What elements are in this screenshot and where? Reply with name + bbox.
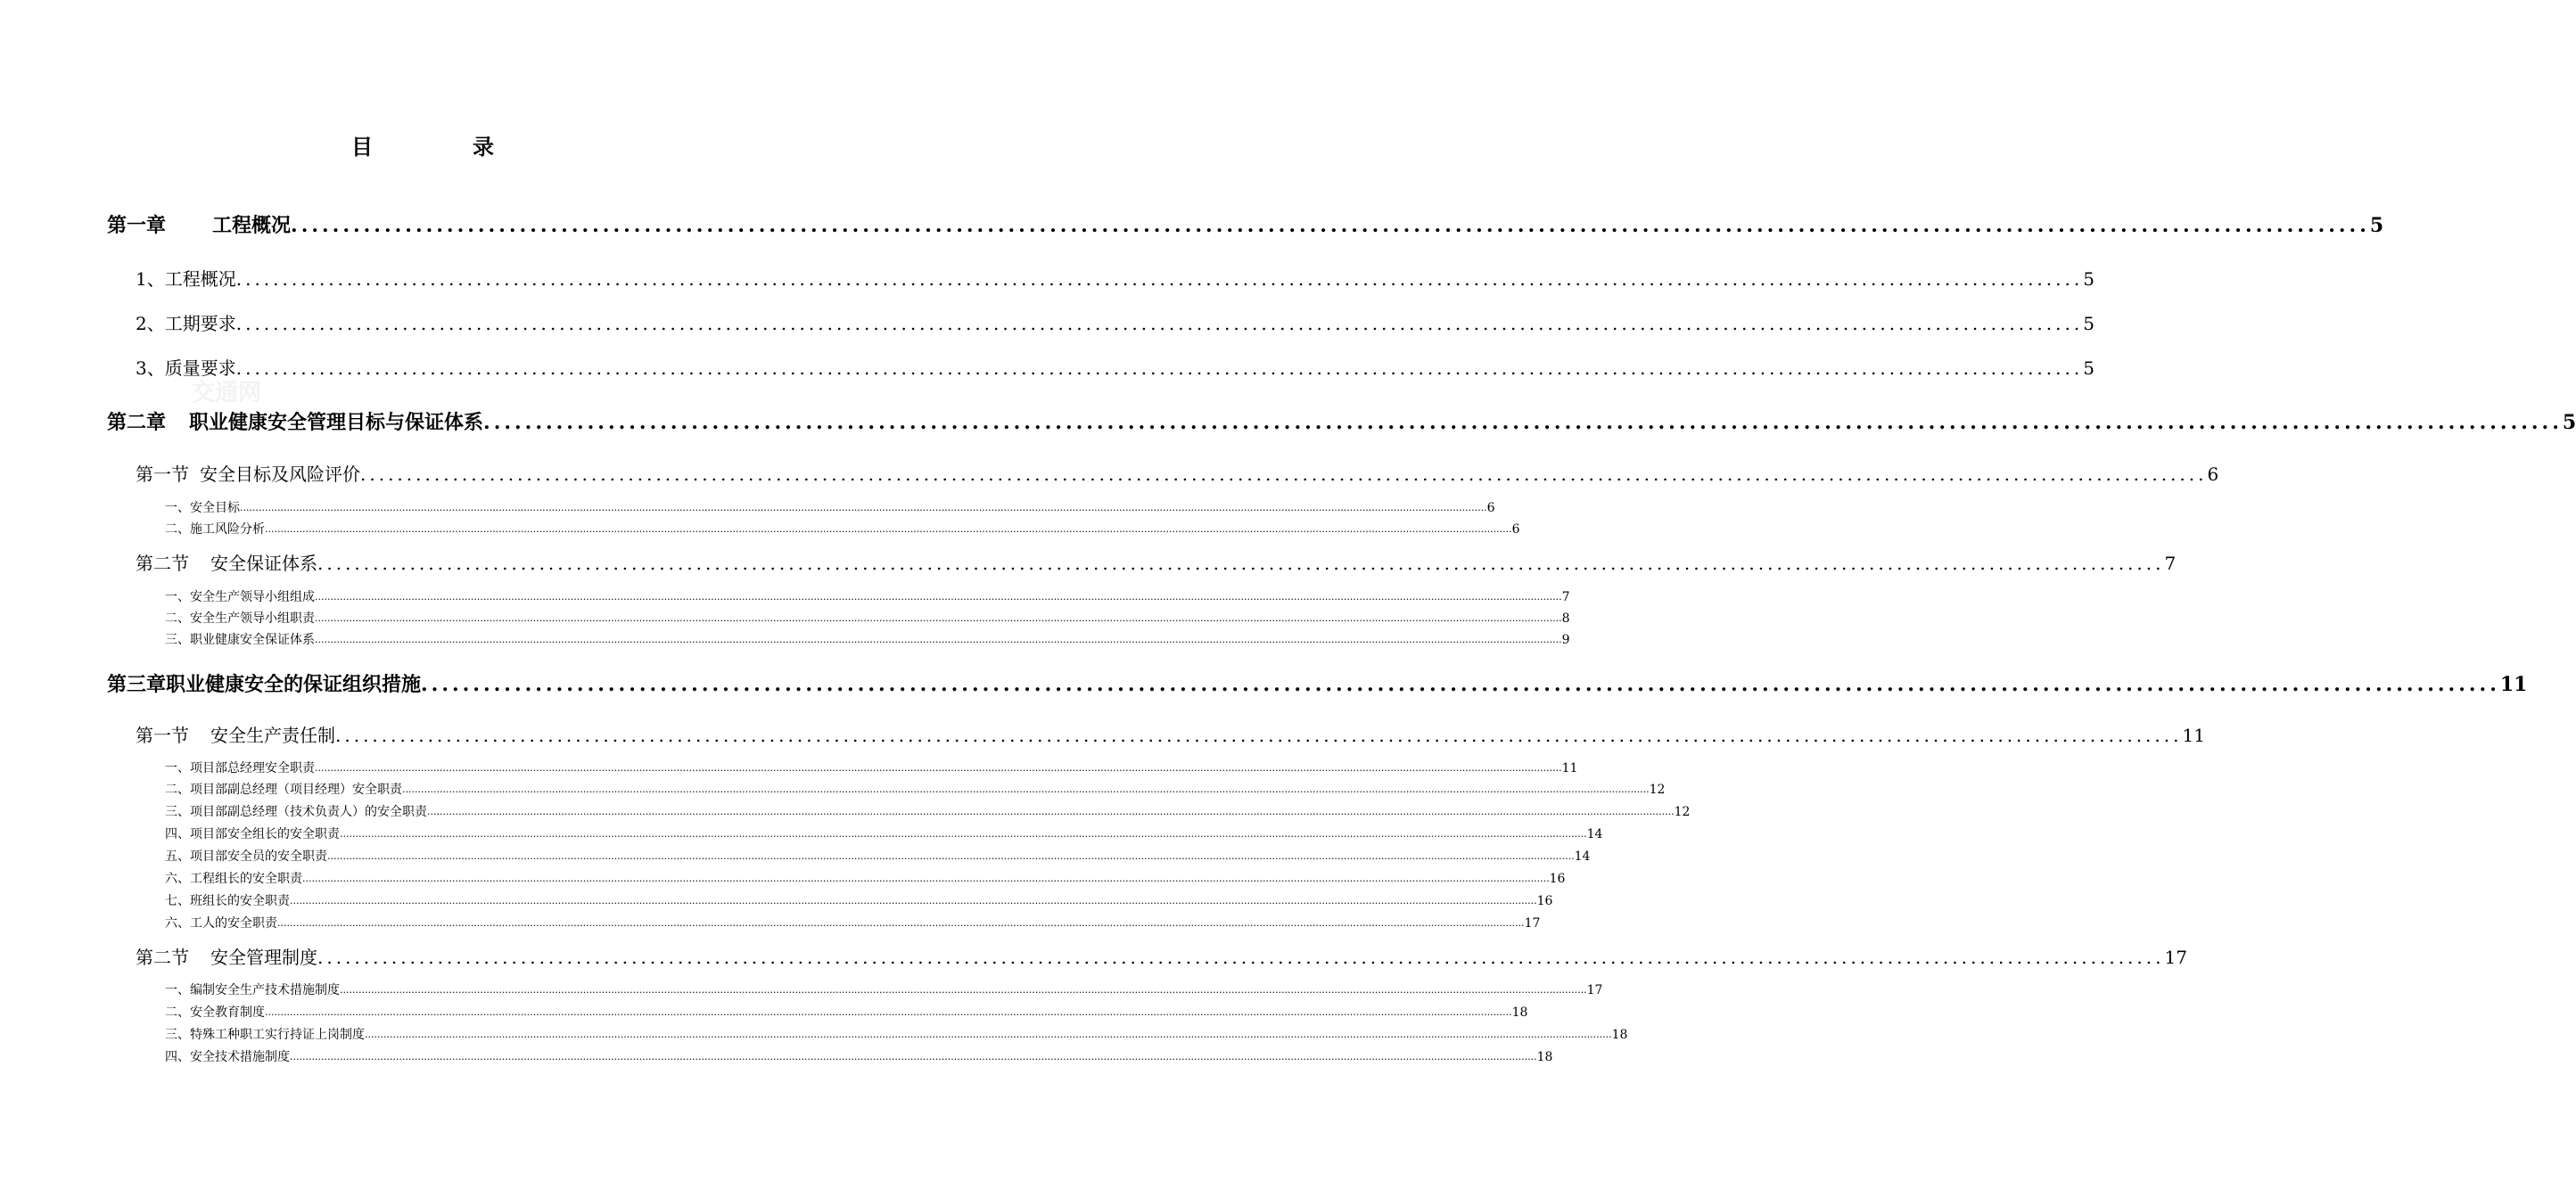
- toc-entry-label: [165, 1048, 290, 1066]
- toc-page-number: 11: [2499, 673, 2528, 696]
- toc-leader-dots: ................................................................................................................................................................................................................................................................................................................................................................................................................: [290, 895, 1537, 907]
- toc-page-number: 18: [1611, 1028, 1628, 1042]
- toc-entry[interactable]: [136, 945, 2187, 970]
- toc-entry-label: [165, 759, 315, 777]
- toc-page-number: 16: [1549, 872, 1566, 886]
- toc-page-number: 6: [2207, 464, 2219, 485]
- toc-page-number: 6: [1486, 501, 1495, 515]
- toc-entry-label: [165, 892, 290, 910]
- toc-entry-label: [165, 499, 240, 517]
- toc-entry[interactable]: [165, 1004, 1528, 1022]
- toc-entry-text: 安全目标及风险评价: [200, 464, 360, 485]
- toc-entry[interactable]: [165, 1048, 1553, 1066]
- toc-entry-number: 七、班组长的安全职责: [165, 894, 290, 908]
- toc-entry[interactable]: [165, 803, 1691, 821]
- toc-entry-label: [136, 267, 236, 291]
- toc-entry-number: 五、项目部安全员的安全职责: [165, 849, 327, 864]
- toc-page-number: 18: [1536, 1050, 1553, 1064]
- toc-entry-label: [136, 462, 360, 487]
- toc-entry[interactable]: [136, 311, 2095, 336]
- toc-page-number: 18: [1511, 1005, 1528, 1020]
- toc-entry[interactable]: [165, 588, 1570, 606]
- toc-page-number: 5: [2562, 411, 2576, 434]
- toc-entry-number: 3、质量要求: [136, 357, 236, 379]
- toc-page-number: 11: [1561, 761, 1578, 775]
- toc-leader-dots: ........................................................................................................................................................................................................: [317, 553, 2165, 574]
- toc-title-right: 录: [473, 134, 496, 160]
- toc-page-number: 8: [1561, 611, 1570, 626]
- toc-entry-number: 一、安全目标: [165, 501, 240, 515]
- toc-entry-label: [136, 945, 317, 970]
- toc-entry-number: 一、安全生产领导小组组成: [165, 590, 315, 604]
- toc-page-number: 12: [1649, 783, 1666, 797]
- toc-entry[interactable]: [165, 892, 1553, 910]
- toc-entry-number: 2、工期要求: [136, 313, 236, 334]
- toc-page-number: 17: [1586, 983, 1603, 997]
- toc-leader-dots: ........................................................................................................................................................................................................: [291, 214, 2370, 237]
- toc-leader-dots: ................................................................................................................................................................................................................................................................................................................................................................................................................: [277, 917, 1525, 929]
- toc-entry-text: 工程概况: [212, 214, 292, 237]
- toc-title: [0, 129, 847, 160]
- toc-entry-label: [136, 356, 236, 381]
- toc-entry[interactable]: [165, 981, 1603, 999]
- toc-entry-number: 第一章: [107, 214, 167, 237]
- toc-page-number: 5: [2083, 357, 2095, 379]
- toc-entry[interactable]: [165, 781, 1666, 799]
- toc-entry-label: [165, 610, 315, 628]
- toc-leader-dots: ................................................................................................................................................................................................................................................................................................................................................................................................................: [265, 523, 1512, 535]
- toc-leader-dots: ........................................................................................................................................................................................................: [421, 673, 2500, 696]
- toc-entry[interactable]: [165, 521, 1520, 538]
- toc-leader-dots: ................................................................................................................................................................................................................................................................................................................................................................................................................: [427, 806, 1675, 817]
- toc-entry[interactable]: [165, 1026, 1628, 1044]
- toc-entry-number: 二、安全生产领导小组职责: [165, 611, 315, 626]
- toc-entry-text: 安全生产责任制: [210, 725, 335, 746]
- toc-entry-number: 二、项目部副总经理（项目经理）安全职责: [165, 783, 402, 797]
- toc-leader-dots: ................................................................................................................................................................................................................................................................................................................................................................................................................: [315, 762, 1562, 774]
- toc-entry-label: [107, 670, 421, 699]
- toc-leader-dots: ................................................................................................................................................................................................................................................................................................................................................................................................................: [327, 850, 1575, 862]
- toc-page-number: 14: [1586, 827, 1603, 841]
- toc-entry-number: 四、项目部安全组长的安全职责: [165, 827, 340, 841]
- toc-leader-dots: ........................................................................................................................................................................................................: [235, 313, 2084, 334]
- toc-entry-number: 六、工程组长的安全职责: [165, 872, 302, 886]
- toc-page-number: 9: [1561, 633, 1570, 647]
- toc-entry-number: 第一节: [136, 725, 189, 746]
- toc-page-number: 5: [2083, 268, 2095, 290]
- toc-entry[interactable]: [165, 610, 1570, 628]
- toc-page-number: 7: [1561, 590, 1570, 604]
- toc-entry-number: 第三章职业健康安全的保证组织措施: [107, 673, 422, 696]
- toc-entry-text: 职业健康安全管理目标与保证体系: [189, 411, 484, 434]
- toc-entry-number: 第一节: [136, 464, 189, 485]
- toc-entry-text: 安全管理制度: [210, 947, 317, 968]
- toc-leader-dots: ................................................................................................................................................................................................................................................................................................................................................................................................................: [365, 1029, 1612, 1040]
- toc-entry-label: [165, 1004, 265, 1022]
- toc-entry[interactable]: [165, 631, 1570, 649]
- toc-entry-label: [165, 521, 265, 538]
- toc-entry-label: [165, 803, 427, 821]
- toc-leader-dots: ................................................................................................................................................................................................................................................................................................................................................................................................................: [402, 784, 1650, 795]
- toc-leader-dots: ........................................................................................................................................................................................................: [335, 725, 2183, 746]
- toc-entry-label: [165, 825, 340, 843]
- toc-entry-label: [165, 1026, 365, 1044]
- toc-leader-dots: ................................................................................................................................................................................................................................................................................................................................................................................................................: [340, 828, 1587, 840]
- toc-entry-number: 1、工程概况: [136, 268, 236, 290]
- toc-leader-dots: ........................................................................................................................................................................................................: [235, 357, 2084, 379]
- toc-entry-number: 二、施工风险分析: [165, 522, 265, 537]
- toc-entry-number: 第二节: [136, 947, 189, 968]
- toc-entry-label: [107, 211, 291, 240]
- toc-entry[interactable]: [136, 723, 2205, 748]
- toc-page-number: 11: [2182, 725, 2205, 746]
- toc-entry[interactable]: [107, 408, 2576, 437]
- toc-leader-dots: ................................................................................................................................................................................................................................................................................................................................................................................................................: [315, 591, 1562, 603]
- toc-entry-text: 安全保证体系: [210, 553, 317, 574]
- toc-page-number: 14: [1574, 849, 1591, 864]
- toc-entry-label: [165, 870, 302, 888]
- toc-leader-dots: ................................................................................................................................................................................................................................................................................................................................................................................................................: [315, 634, 1562, 645]
- toc-entry[interactable]: [165, 915, 1541, 932]
- toc-page-number: 16: [1536, 894, 1553, 908]
- toc-entry[interactable]: [136, 267, 2095, 291]
- toc-entry-number: 第二章: [107, 411, 167, 434]
- toc-entry[interactable]: [165, 825, 1603, 843]
- toc-entry[interactable]: [136, 356, 2095, 381]
- toc-page-number: 12: [1674, 805, 1691, 819]
- toc-entry-label: [165, 631, 315, 649]
- toc-leader-dots: ........................................................................................................................................................................................................: [360, 464, 2208, 485]
- toc-entry[interactable]: [165, 759, 1578, 777]
- toc-page-number: 17: [2164, 947, 2187, 968]
- toc-leader-dots: ................................................................................................................................................................................................................................................................................................................................................................................................................: [340, 984, 1587, 996]
- toc-entry[interactable]: [107, 670, 2528, 699]
- toc-entry[interactable]: [165, 499, 1495, 517]
- watermark: 交通网: [192, 380, 262, 406]
- toc-entry-label: [136, 723, 335, 748]
- toc-entry-number: 三、特殊工种职工实行持证上岗制度: [165, 1028, 365, 1042]
- toc-leader-dots: ................................................................................................................................................................................................................................................................................................................................................................................................................: [302, 873, 1550, 884]
- toc-leader-dots: ................................................................................................................................................................................................................................................................................................................................................................................................................: [240, 502, 1487, 513]
- toc-entry-label: [165, 981, 340, 999]
- toc-entry-number: 六、工人的安全职责: [165, 916, 277, 931]
- toc-leader-dots: ................................................................................................................................................................................................................................................................................................................................................................................................................: [265, 1006, 1512, 1018]
- toc-entry-label: [107, 408, 483, 437]
- toc-entry-number: 三、项目部副总经理（技术负责人）的安全职责: [165, 805, 427, 819]
- toc-entry[interactable]: [136, 462, 2219, 487]
- toc-entry-label: [165, 588, 315, 606]
- toc-entry-label: [165, 915, 277, 932]
- toc-entry-label: [136, 311, 236, 336]
- toc-entry-number: 第二节: [136, 553, 189, 574]
- toc-page-number: 17: [1524, 916, 1541, 931]
- toc-entry[interactable]: [165, 870, 1566, 888]
- toc-leader-dots: ........................................................................................................................................................................................................: [483, 411, 2563, 434]
- toc-page-number: 6: [1511, 522, 1520, 537]
- toc-entry-label: [165, 848, 327, 866]
- toc-entry-number: 三、职业健康安全保证体系: [165, 633, 315, 647]
- toc-entry-label: [165, 781, 402, 799]
- toc-title-left: 目: [351, 134, 374, 160]
- toc-entry[interactable]: [165, 848, 1591, 866]
- toc-leader-dots: ........................................................................................................................................................................................................: [235, 268, 2084, 290]
- toc-entry-number: 一、编制安全生产技术措施制度: [165, 983, 340, 997]
- toc-page-number: 7: [2164, 553, 2177, 574]
- toc-leader-dots: ................................................................................................................................................................................................................................................................................................................................................................................................................: [290, 1051, 1537, 1063]
- toc-page-number: 5: [2369, 214, 2384, 237]
- toc-page-number: 5: [2083, 313, 2095, 334]
- toc-entry[interactable]: [107, 211, 2384, 240]
- toc-entry[interactable]: [136, 551, 2177, 576]
- toc-leader-dots: ................................................................................................................................................................................................................................................................................................................................................................................................................: [315, 612, 1562, 624]
- toc-entry-number: 四、安全技术措施制度: [165, 1050, 290, 1064]
- toc-entry-label: [136, 551, 317, 576]
- toc-leader-dots: ........................................................................................................................................................................................................: [317, 947, 2165, 968]
- toc-entry-number: 二、安全教育制度: [165, 1005, 265, 1020]
- toc-entry-number: 一、项目部总经理安全职责: [165, 761, 315, 775]
